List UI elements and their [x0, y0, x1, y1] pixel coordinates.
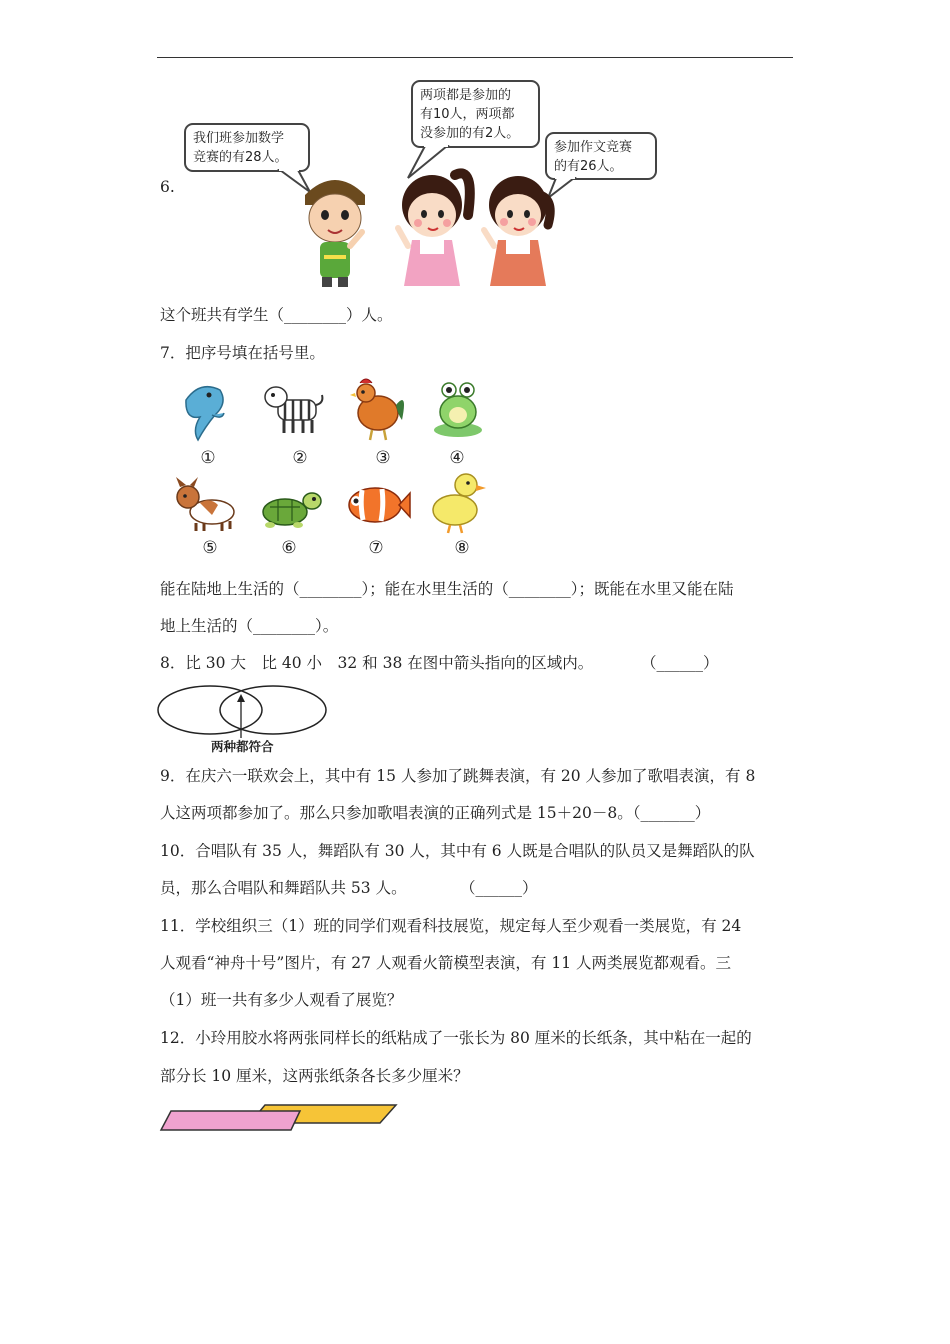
animal-label-5: ⑤ [202, 538, 218, 558]
q9-line1: 9．在庆六一联欢会上，其中有 15 人参加了跳舞表演，有 20 人参加了歌唱表演，有 8 [160, 767, 756, 785]
q6-question: 这个班共有学生（________）人。 [160, 306, 393, 324]
q12-line2: 部分长 10 厘米，这两张纸条各长多少厘米？ [160, 1067, 469, 1085]
animal-label-1: ① [200, 448, 216, 468]
venn-left-ellipse [158, 686, 262, 734]
q12-line1: 12．小玲用胶水将两张同样长的纸粘成了一张长为 80 厘米的长纸条，其中粘在一起的 [160, 1029, 752, 1047]
turtle-icon [263, 493, 321, 528]
animal-label-2: ② [292, 448, 308, 468]
q10-line1: 10．合唱队有 35 人，舞蹈队有 30 人，其中有 6 人既是合唱队的队员又是舞蹈队的队 [160, 842, 755, 860]
bubble-boy-line1: 我们班参加数学 [193, 131, 285, 146]
animal-label-6: ⑥ [281, 538, 297, 558]
q11-line2: 人观看“神舟十号”图片，有 27 人观看火箭模型表演，有 11 人两类展览都观看。三 [160, 954, 732, 972]
animal-label-3: ③ [375, 448, 391, 468]
animal-label-4: ④ [449, 448, 465, 468]
animal-label-8: ⑧ [454, 538, 470, 558]
q7-answer-line2: 地上生活的（________）。 [160, 617, 339, 635]
animal-label-7: ⑦ [368, 538, 384, 558]
boy-figure [305, 180, 365, 287]
q10-answer-blank: （______） [460, 879, 538, 897]
rooster-icon [350, 379, 404, 440]
q11-line3: （1）班一共有多少人观看了展览？ [160, 991, 403, 1009]
bubble-tail-girl1 [408, 146, 447, 178]
bubble-girl1-line3: 没参加的有2人。 [420, 126, 520, 141]
frog-icon [434, 383, 482, 437]
bubble-girl2-line1: 参加作文竞赛 [554, 140, 633, 155]
q6-number: 6. [160, 178, 175, 196]
dolphin-icon [186, 387, 224, 440]
q11-line1: 11．学校组织三（1）班的同学们观看科技展览，规定每人至少观看一类展览，有 24 [160, 917, 742, 935]
girl2-figure [484, 176, 550, 286]
bubble-boy-line2: 竞赛的有28人。 [193, 150, 288, 165]
venn-label: 两种都符合 [211, 739, 274, 754]
venn-right-ellipse [220, 686, 326, 734]
q7-answer-line1: 能在陆地上生活的（________）；能在水里生活的（________）；既能在水里又能在陆 [160, 580, 734, 598]
q8-answer-blank: （______） [641, 654, 719, 672]
q9-line2: 人这两项都参加了。那么只参加歌唱表演的正确列式是 15＋20－8。（_______） [160, 804, 711, 822]
q6-children-illustration [0, 0, 950, 300]
q7-title: 7．把序号填在括号里。 [160, 344, 325, 362]
clownfish-icon [349, 488, 410, 522]
q12-paper-strips [155, 1098, 415, 1138]
q7-animal-pictures [0, 375, 950, 575]
q8-text: 8．比 30 大 比 40 小 32 和 38 在图中箭头指向的区域内。 [160, 654, 594, 672]
dog-icon [176, 477, 234, 531]
bubble-tail-girl2 [548, 178, 574, 198]
q10-line2: 员，那么合唱队和舞蹈队共 53 人。 [160, 879, 407, 897]
bubble-girl1-line1: 两项都是参加的 [420, 88, 512, 103]
duck-icon [433, 474, 486, 533]
bubble-girl1-line2: 有10人，两项都 [420, 107, 515, 122]
pink-paper-strip [161, 1111, 300, 1130]
girl1-figure [398, 173, 470, 286]
zebra-icon [265, 387, 322, 433]
bubble-tail-boy [280, 170, 310, 192]
bubble-girl2-line2: 的有26人。 [554, 159, 623, 174]
